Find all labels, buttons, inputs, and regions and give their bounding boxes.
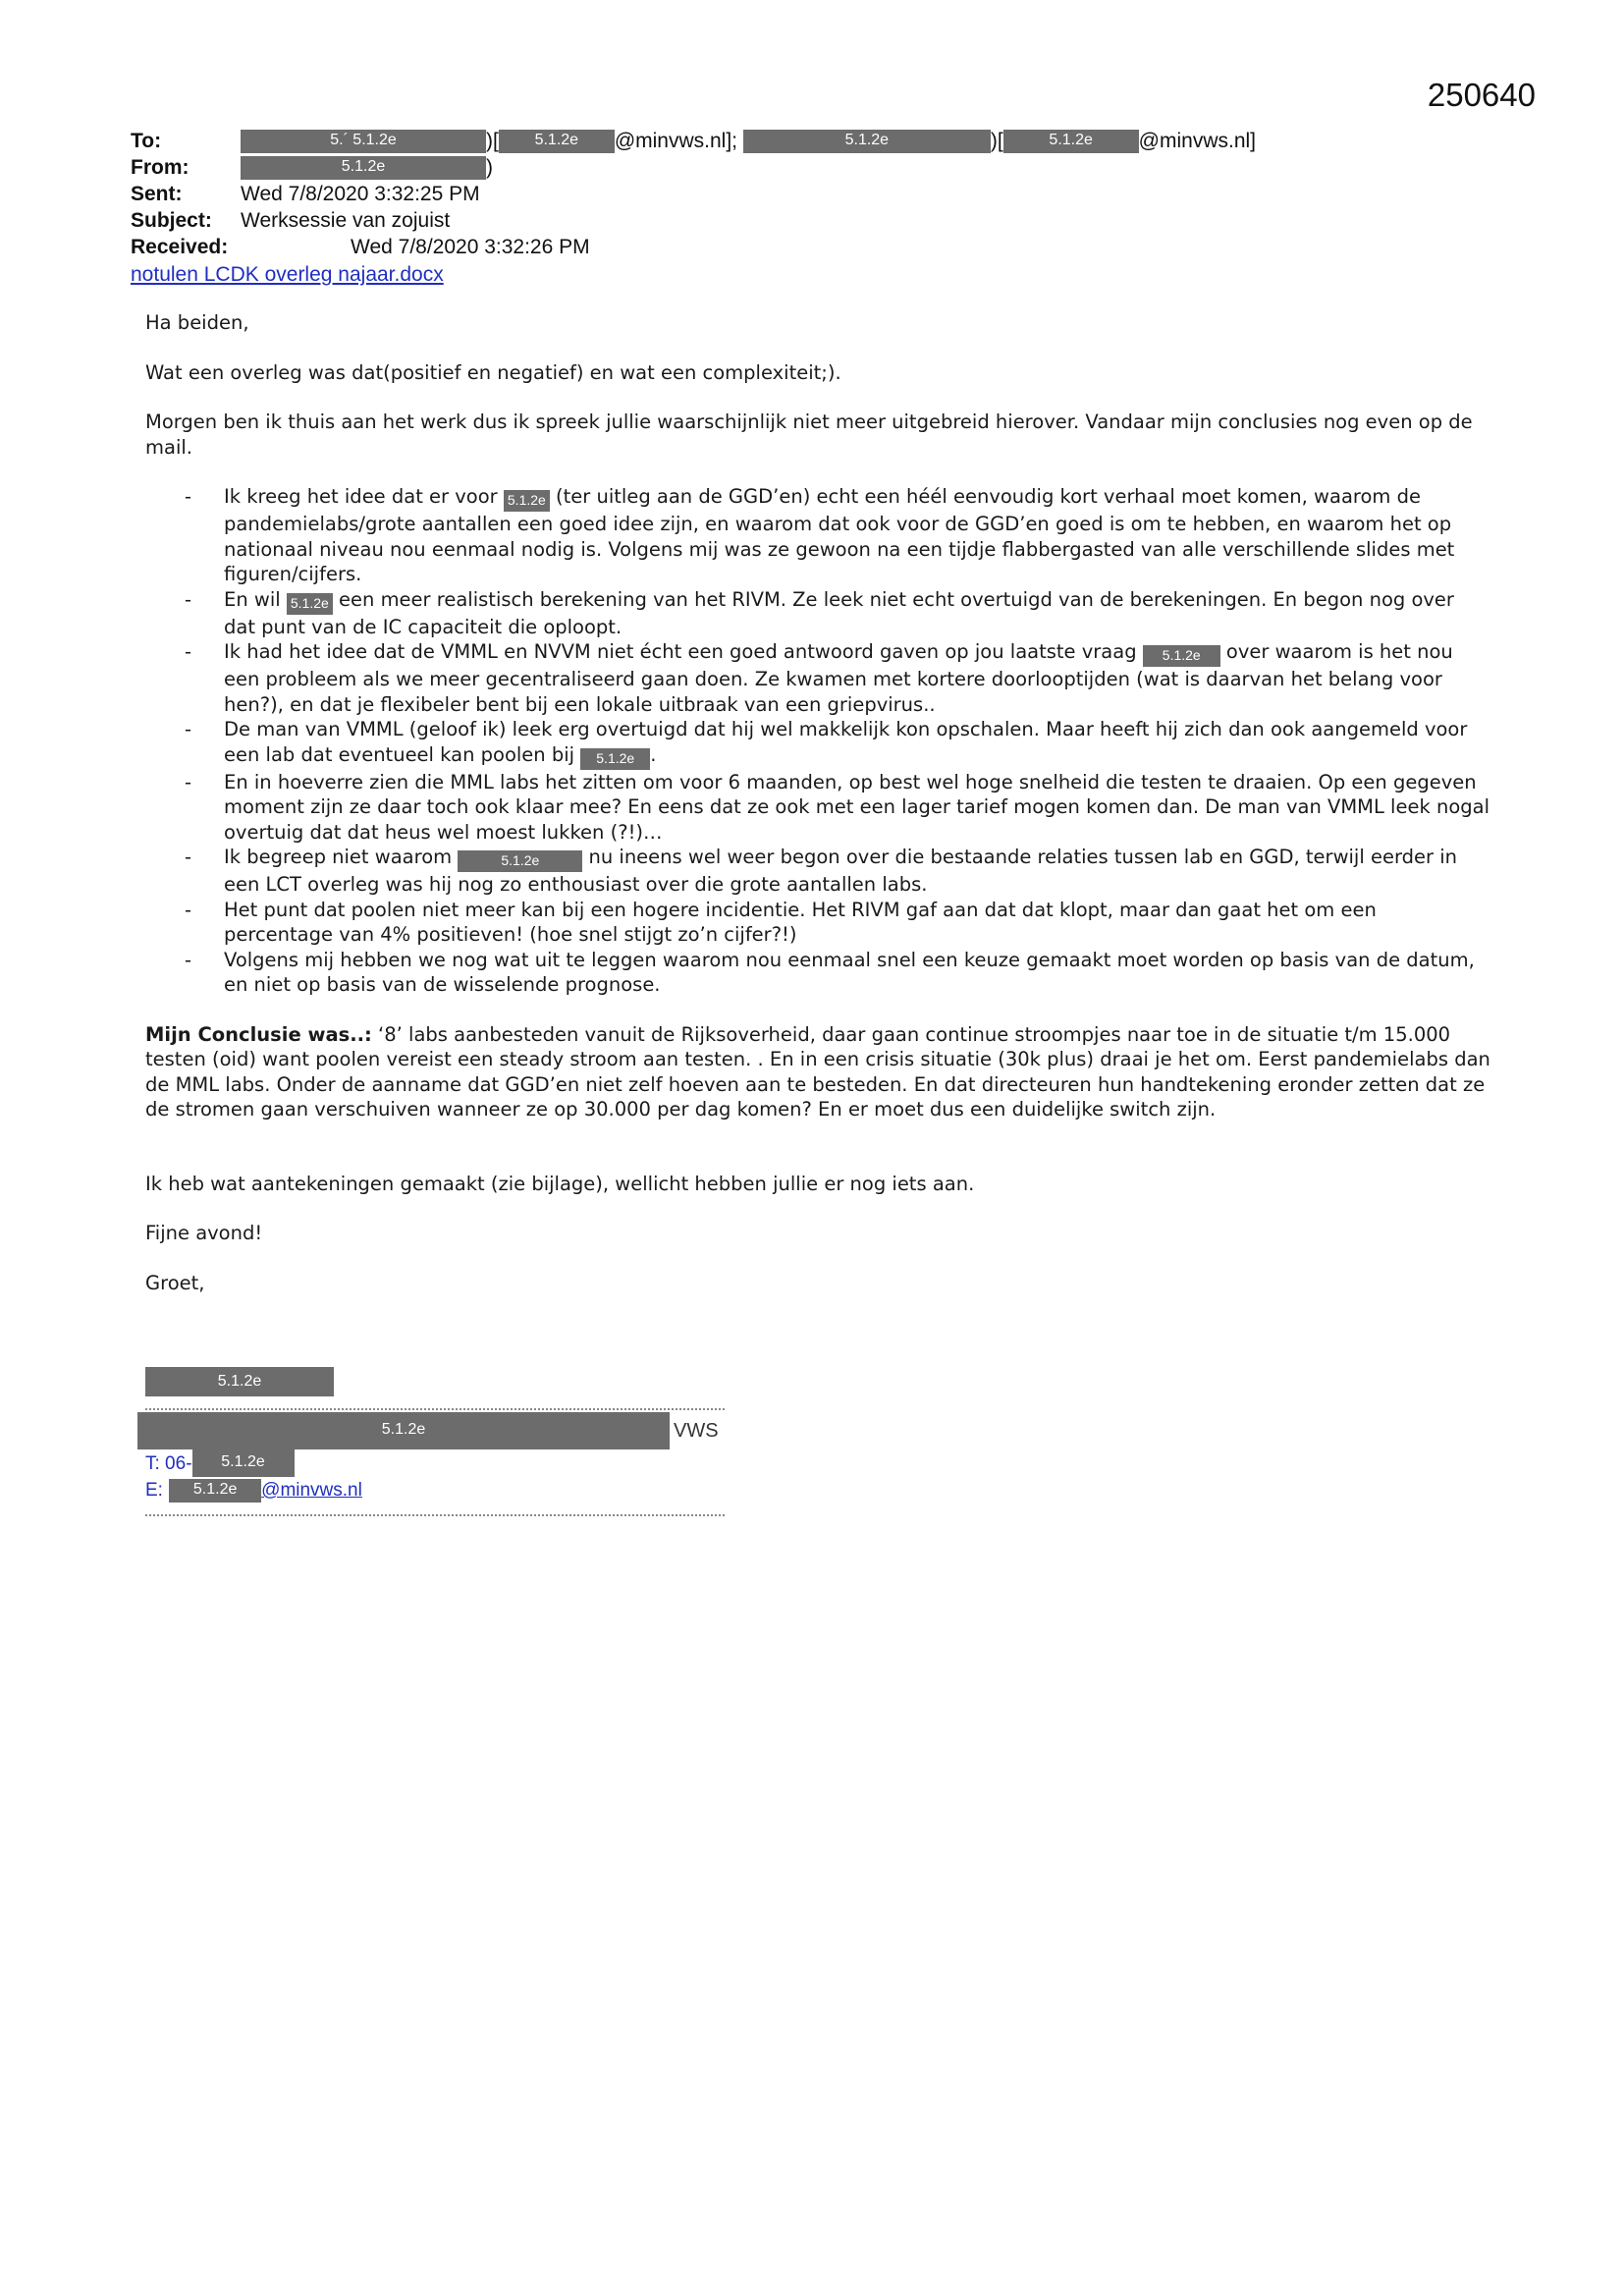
redaction-block: 5.1.2e — [580, 748, 650, 770]
redaction-block: 5.1.2e — [504, 490, 550, 512]
list-item: - Ik kreeg het idee dat er voor 5.1.2e (ter uitleg aan de GGD’en) echt een héél eenvoudig kort verhaal moet komen, waarom de pandemielabs/grote aantallen een goed idee zijn, en waarom dat ook voor de GGD’en goed is om te hebben, en waarom het op nationaal niveau nou eenmaal nodig is. Volgens mij was ze gewoon na een tijdje flabbergasted van alle verschillende slides met figuren/cijfers. — [185, 485, 1455, 585]
redaction-block: 5.1.2e — [169, 1479, 261, 1503]
to-value — [241, 128, 1256, 154]
subject-label: Subject: — [131, 209, 212, 232]
sign-off: Groet, — [145, 1271, 205, 1294]
divider — [145, 1408, 725, 1410]
list-item-text: nu ineens wel weer begon over die bestaande relaties tussen lab en GGD, terwijl eerder in een LCT overleg was hij nog zo enthousiast over die grote aantallen labs. — [224, 846, 1458, 896]
greeting: Ha beiden, — [145, 311, 249, 334]
redaction-block: 5.1.2e — [499, 130, 615, 153]
sent-row — [131, 181, 1505, 207]
list-item-text: Het punt dat poolen niet meer kan bij een hogere incidentie. Het RIVM gaf aan dat dat klopt, maar dan gaat het om een percentage van 4% positieven! (hoe snel stijgt zo’n cijfer?!) — [224, 898, 1377, 946]
list-item-text: Ik begreep niet waarom — [224, 846, 459, 868]
list-item-text: . — [650, 742, 657, 766]
conclusion-paragraph — [145, 1022, 1490, 1122]
paragraph-notes: Ik heb wat aantekeningen gemaakt (zie bijlage), wellicht hebben jullie er nog iets aan. — [145, 1172, 975, 1195]
divider — [145, 1514, 725, 1516]
list-item-text: over waarom is het nou een probleem als we meer gecentraliseerd gaan doen. Ze kwamen met kortere doorlooptijden (wat is daarvan het belang voor hen?), en dat je flexibeler bent bij een lokale uitbraak van een griepvirus.. — [224, 640, 1453, 716]
received-label: Received: — [131, 236, 229, 258]
list-item: - Ik begreep niet waarom 5.1.2e nu ineens wel weer begon over die bestaande relaties tussen lab en GGD, terwijl eerder in een LCT overleg was hij nog zo enthousiast over die grote aantallen labs. — [185, 846, 1458, 896]
to-row — [131, 128, 1505, 154]
list-item-text: (ter uitleg aan de GGD’en) echt een héél eenvoudig kort verhaal moet komen, waarom de pandemielabs/grote aantallen een goed idee zijn, en waarom dat ook voor de GGD’en goed is om te hebben, en waarom het op nationaal niveau nou eenmaal nodig is. Volgens mij was ze gewoon na een tijdje flabbergasted van alle verschillende slides met figuren/cijfers. — [224, 485, 1455, 585]
conclusions-list — [145, 484, 1490, 998]
list-item-text: En in hoeverre zien die MML labs het zitten om voor 6 maanden, op best wel hoge snelheid die testen te draaien. Op een gegeven moment zijn ze daar toch ook klaar mee? En eens dat ze ook met een lager tarief mogen komen dan. De man van VMML leek nogal overtuig dat dat heus wel moest lukken (?!)… — [224, 770, 1489, 844]
list-item: - De man van VMML (geloof ik) leek erg overtuigd dat hij wel makkelijk kon opschalen. Maar heeft hij zich dan ook aangemeld voor een lab dat eventueel kan poolen bij 5.1.2e . — [185, 717, 1490, 770]
signature-org: VWS — [674, 1420, 719, 1442]
conclusion-label: Mijn Conclusie was..: — [145, 1022, 372, 1046]
redaction-block: 5.1.2e — [137, 1412, 670, 1449]
list-item: - En in hoeverre zien die MML labs het zitten om voor 6 maanden, op best wel hoge snelheid die testen te draaien. Op een gegeven moment zijn ze daar toch ook klaar mee? En eens dat ze ook met een lager tarief mogen komen dan. De man van VMML leek nogal overtuig dat dat heus wel moest lukken (?!)… — [185, 770, 1489, 844]
subject-value: Werksessie van zojuist — [241, 209, 451, 232]
list-item: - Ik had het idee dat de VMML en NVVM niet écht een goed antwoord gaven op jou laatste vraag 5.1.2e over waarom is het nou een probleem als we meer gecentraliseerd gaan doen. Ze kwamen met kortere doorlooptijden (wat is daarvan het belang voor hen?), en dat je flexibeler bent bij een lokale uitbraak van een griepvirus.. — [185, 640, 1453, 716]
list-item-text: Volgens mij hebben we nog wat uit te leggen waarom nou eenmaal snel een keuze gemaakt moet worden op basis van de datum, en niet op basis van de wisselende prognose. — [224, 948, 1475, 996]
list-item-text: En wil — [224, 587, 287, 611]
from-value — [241, 154, 493, 181]
redaction-block: 5.1.2e — [192, 1449, 295, 1477]
sent-value: Wed 7/8/2020 3:32:25 PM — [241, 183, 480, 205]
list-item: - Het punt dat poolen niet meer kan bij een hogere incidentie. Het RIVM gaf aan dat dat klopt, maar dan gaat het om een percentage van 4% positieven! (hoe snel stijgt zo’n cijfer?!) — [185, 898, 1377, 946]
sent-label: Sent: — [131, 183, 183, 205]
email-label: E: — [145, 1480, 163, 1501]
conclusion-text: ‘8’ labs aanbesteden vanuit de Rijksoverheid, daar gaan continue stroompjes naar toe in de situatie t/m 15.000 testen (oid) want poolen vereist een steady stroom aan testen. . En in een crisis situatie (30k plus) draai je het om. Eerst pandemielabs dan de MML labs. Onder de aanname dat GGD’en niet zelf hoeven aan te besteden. En dat directeuren hun handtekening eronder zetten dat ze de stromen gaan verschuiven wanneer ze op 30.000 per dag komen? En er moet dus een duidelijke switch zijn. — [145, 1022, 1490, 1121]
to-label: To: — [131, 130, 162, 152]
list-item-text: Ik kreeg het idee dat er voor — [224, 485, 504, 508]
redaction-block: 5.1.2e — [241, 156, 486, 180]
received-value: Wed 7/8/2020 3:32:26 PM — [351, 236, 590, 258]
from-tail: ) — [486, 156, 493, 179]
paragraph-context: Morgen ben ik thuis aan het werk dus ik spreek jullie waarschijnlijk niet meer uitgebreid hierover. Vandaar mijn conclusies nog even op de mail. — [145, 410, 1473, 459]
list-item-text: Ik had het idee dat de VMML en NVVM niet écht een goed antwoord gaven op jou laatste vraag — [224, 640, 1143, 663]
redaction-block: 5.1.2e — [1003, 130, 1139, 153]
list-item-text: een meer realistisch berekening van het RIVM. Ze leek niet echt overtuigd van de berekeningen. En begon nog over dat punt van de IC capaciteit die oploopt. — [224, 587, 1454, 638]
redaction-block: 5.1.2e — [145, 1367, 334, 1396]
email-header — [131, 128, 1505, 260]
signature-org-row — [137, 1412, 727, 1449]
document-number: 250640 — [1427, 77, 1536, 113]
phone-label: T: 06- — [145, 1452, 192, 1474]
redaction-block: 5.1.2e — [743, 130, 991, 153]
list-item: - Volgens mij hebben we nog wat uit te leggen waarom nou eenmaal snel een keuze gemaakt moet worden op basis van de datum, en niet op basis van de wisselende prognose. — [185, 948, 1475, 996]
redaction-block: 5.´ 5.1.2e — [241, 130, 486, 153]
from-label: From: — [131, 156, 189, 179]
signature-name-row — [137, 1367, 727, 1402]
redaction-block: 5.1.2e — [287, 593, 333, 615]
signature-email-row — [137, 1477, 727, 1504]
redaction-block: 5.1.2e — [458, 850, 582, 872]
attachment-link[interactable]: notulen LCDK overleg najaar.docx — [131, 263, 444, 286]
subject-row — [131, 207, 1505, 234]
from-row — [131, 154, 1505, 181]
list-item-text: De man van VMML (geloof ik) leek erg overtuigd dat hij wel makkelijk kon opschalen. Maar heeft hij zich dan ook aangemeld voor een lab dat eventueel kan poolen bij — [224, 718, 1468, 766]
paragraph-intro: Wat een overleg was dat(positief en negatief) en wat een complexiteit;). — [145, 360, 841, 384]
to-separator: )[ — [486, 130, 499, 152]
list-item: - En wil 5.1.2e een meer realistisch berekening van het RIVM. Ze leek niet echt overtuigd van de berekeningen. En begon nog over dat punt van de IC capaciteit die oploopt. — [185, 587, 1454, 638]
redaction-block: 5.1.2e — [1143, 645, 1220, 667]
to-domain: @minvws.nl] — [1138, 130, 1257, 152]
signature-block — [137, 1367, 727, 1516]
received-row — [131, 234, 1505, 260]
signature-phone-row — [137, 1449, 727, 1477]
closing-line: Fijne avond! — [145, 1222, 263, 1244]
email-domain[interactable]: @minvws.nl — [261, 1480, 362, 1501]
to-domain: @minvws.nl]; — [614, 130, 737, 152]
email-body — [145, 310, 1490, 1320]
to-separator: )[ — [990, 130, 1003, 152]
